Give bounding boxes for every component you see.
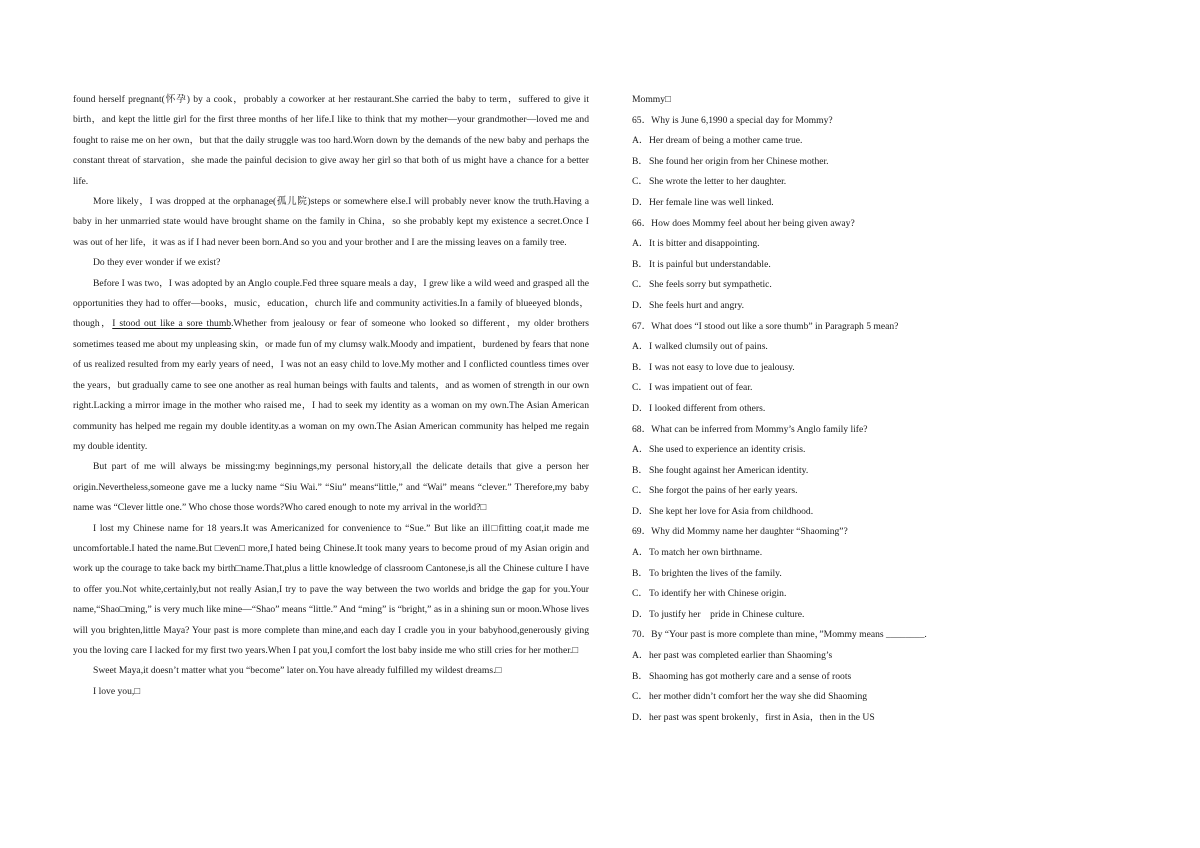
option-letter: B． bbox=[632, 361, 648, 373]
question-stem: 65．Why is June 6,1990 a special day for Mommy? bbox=[632, 114, 833, 126]
option-a bbox=[632, 337, 972, 358]
option-text: I was impatient out of fear. bbox=[649, 382, 753, 394]
option-text: She feels hurt and angry. bbox=[649, 299, 745, 311]
reading-passage bbox=[73, 90, 589, 702]
passage-paragraph-5: But part of me will always be missing:my beginnings,my personal history,all the delicate details that give a person her origin.Nevertheless,someone gave me a lucky name “Siu Wai.” “Siu” means“little,” and “Wai” means “clever.” Therefore,my baby name was “Clever little one.” Who chose those words?Who cared enough to note my arrival in the world?□ bbox=[73, 461, 589, 514]
option-letter: A． bbox=[632, 135, 649, 147]
question-65 bbox=[632, 111, 972, 214]
option-c bbox=[632, 378, 972, 399]
option-text: To brighten the lives of the family. bbox=[649, 567, 782, 579]
option-d bbox=[632, 502, 972, 523]
question-stem: 67．What does “I stood out like a sore thumb” in Paragraph 5 mean? bbox=[632, 320, 899, 332]
option-letter: C． bbox=[632, 588, 648, 600]
option-text: She feels sorry but sympathetic. bbox=[649, 279, 772, 291]
passage-paragraph-8: I love you,□ bbox=[93, 685, 141, 697]
passage-paragraph-2: More likely，I was dropped at the orphanage(孤儿院)steps or somewhere else.I will probably never know the truth.Having a baby in her unmarried state would have brought shame on the family in China，so she probably kept my existence a secret.Once I was out of her life，it was as if I had never been born.And so you and your brother and I are the missing leaves on a family tree. bbox=[73, 196, 589, 248]
question-70 bbox=[632, 625, 972, 728]
option-letter: D． bbox=[632, 608, 649, 620]
passage-paragraph-1: found herself pregnant(怀孕) by a cook，probably a coworker at her restaurant.She carried the baby to term，suffered to give it birth，and kept the little girl for the first three months of her life.I like to think that my mother—your grandmother—loved me and fought to raise me on her own，but that the daily struggle was too hard.Worn down by the demands of the new baby and perhaps the constant threat of starvation，she made the painful decision to give away her girl so that both of us might have a chance for a better life. bbox=[73, 94, 589, 187]
option-letter: C． bbox=[632, 382, 648, 394]
option-text: Her dream of being a mother came true. bbox=[649, 135, 803, 147]
passage-paragraph-6: I lost my Chinese name for 18 years.It was Americanized for convenience to “Sue.” But like an ill□fitting coat,it made me uncomfortable.I hated the name.But □even□ more,I hated being Chinese.It took many years to become proud of my Asian origin and work up the courage to take back my birth□name.That,plus a little knowledge of classroom Cantonese,is all the Chinese culture I have to offer you.Not white,certainly,but not really Asian,I try to pave the way between the two worlds and bridge the gap for you.Your name,“Shao□ming,” is very much like mine—“Shao” means “little.” And “ming” is “bright,” as in a shining sun or moon.Whose lives will you brighten,little Maya? Your past is more complete than mine,and each day I cradle you in your babyhood,generously giving you the loving care I lacked for my first two years.When I pat you,I comfort the lost baby inside me who still cries for her mother.□ bbox=[73, 522, 589, 656]
option-text: Her female line was well linked. bbox=[649, 196, 774, 208]
option-text: She forgot the pains of her early years. bbox=[649, 485, 798, 497]
option-text: I walked clumsily out of pains. bbox=[649, 341, 768, 353]
option-letter: C． bbox=[632, 279, 648, 291]
option-b bbox=[632, 667, 972, 688]
question-stem: 69．Why did Mommy name her daughter “Shaoming”? bbox=[632, 526, 848, 538]
passage-paragraph-4 bbox=[73, 274, 589, 458]
option-d bbox=[632, 708, 972, 729]
option-letter: A． bbox=[632, 547, 649, 559]
option-text: It is painful but understandable. bbox=[649, 258, 771, 270]
question-66 bbox=[632, 214, 972, 317]
question-stem: 70．By “Your past is more complete than mine，”Mommy means ________. bbox=[632, 629, 927, 641]
option-text: It is bitter and disappointing. bbox=[649, 238, 760, 250]
option-a bbox=[632, 131, 972, 152]
option-a bbox=[632, 646, 972, 667]
underlined-phrase: I stood out like a sore thumb bbox=[112, 318, 232, 330]
option-text: To match her own birthname. bbox=[649, 547, 763, 559]
option-c bbox=[632, 275, 972, 296]
option-letter: A． bbox=[632, 341, 649, 353]
option-letter: C． bbox=[632, 691, 648, 703]
option-letter: D． bbox=[632, 711, 649, 723]
option-a bbox=[632, 234, 972, 255]
option-a bbox=[632, 440, 972, 461]
option-text: Shaoming has got motherly care and a sense of roots bbox=[649, 670, 852, 682]
option-text: She kept her love for Asia from childhood. bbox=[649, 505, 814, 517]
option-text: She wrote the letter to her daughter. bbox=[649, 176, 787, 188]
question-67 bbox=[632, 317, 972, 420]
option-c bbox=[632, 584, 972, 605]
option-text: She found her origin from her Chinese mother. bbox=[649, 155, 829, 167]
option-letter: D． bbox=[632, 196, 649, 208]
option-letter: A． bbox=[632, 650, 649, 662]
option-letter: A． bbox=[632, 444, 649, 456]
option-b bbox=[632, 255, 972, 276]
option-letter: A． bbox=[632, 238, 649, 250]
option-text: To identify her with Chinese origin. bbox=[649, 588, 787, 600]
option-b bbox=[632, 358, 972, 379]
option-text: I was not easy to love due to jealousy. bbox=[649, 361, 795, 373]
option-text: To justify her pride in Chinese culture. bbox=[649, 608, 805, 620]
option-d bbox=[632, 399, 972, 420]
option-a bbox=[632, 543, 972, 564]
passage-paragraph-4-part-b: .Whether from jealousy or fear of someone who looked so different，my older brothers sometimes teased me about my unpleasing skin，or made fun of my clumsy walk.Moody and impatient，burdened by fears that none of us realized resulted from my early years of need，I was not an easy child to love.My mother and I conflicted countless times over the years，but gradually came to see one another as real human beings with faults and talents，and as women of strength in our own right.Lacking a mirror image in the mother who raised me，I had to seek my identity as a woman on my own.The Asian American community has helped me regain my double identity.as a woman on my own.The Asian American community has helped me regain my double identity. bbox=[73, 318, 590, 452]
option-text: She used to experience an identity crisis. bbox=[649, 444, 806, 456]
question-stem: 68．What can be inferred from Mommy’s Anglo family life? bbox=[632, 423, 868, 435]
letter-signoff: Mommy□ bbox=[632, 94, 671, 105]
question-stem: 66．How does Mommy feel about her being given away? bbox=[632, 217, 855, 229]
option-text: her mother didn’t comfort her the way she did Shaoming bbox=[649, 691, 868, 703]
option-d bbox=[632, 193, 972, 214]
option-c bbox=[632, 172, 972, 193]
passage-paragraph-7: Sweet Maya,it doesn’t matter what you “become” later on.You have already fulfilled my wildest dreams.□ bbox=[93, 665, 502, 677]
option-text: her past was spent brokenly，first in Asia，then in the US bbox=[649, 711, 875, 723]
passage-paragraph-4-part-a: Before I was two，I was adopted by an Anglo couple.Fed three square meals a day，I grew like a wild weed and grasped all the opportunities they had to offer—books，music，education，church life and community activities.In a family of blueeyed blonds，though， bbox=[73, 277, 589, 330]
option-d bbox=[632, 605, 972, 626]
option-text: She fought against her American identity. bbox=[649, 464, 809, 476]
questions-column bbox=[632, 90, 972, 728]
option-b bbox=[632, 461, 972, 482]
option-letter: B． bbox=[632, 258, 648, 270]
option-letter: B． bbox=[632, 464, 648, 476]
question-69 bbox=[632, 522, 972, 625]
option-letter: D． bbox=[632, 505, 649, 517]
option-c bbox=[632, 481, 972, 502]
option-text: I looked different from others. bbox=[649, 402, 766, 414]
option-c bbox=[632, 687, 972, 708]
option-b bbox=[632, 152, 972, 173]
option-letter: C． bbox=[632, 485, 648, 497]
question-68 bbox=[632, 420, 972, 523]
passage-paragraph-3: Do they ever wonder if we exist? bbox=[93, 257, 221, 269]
option-letter: D． bbox=[632, 299, 649, 311]
option-letter: B． bbox=[632, 155, 648, 167]
option-letter: B． bbox=[632, 567, 648, 579]
option-b bbox=[632, 564, 972, 585]
option-letter: C． bbox=[632, 176, 648, 188]
option-letter: B． bbox=[632, 670, 648, 682]
option-letter: D． bbox=[632, 402, 649, 414]
option-d bbox=[632, 296, 972, 317]
option-text: her past was completed earlier than Shaoming’s bbox=[649, 650, 833, 662]
